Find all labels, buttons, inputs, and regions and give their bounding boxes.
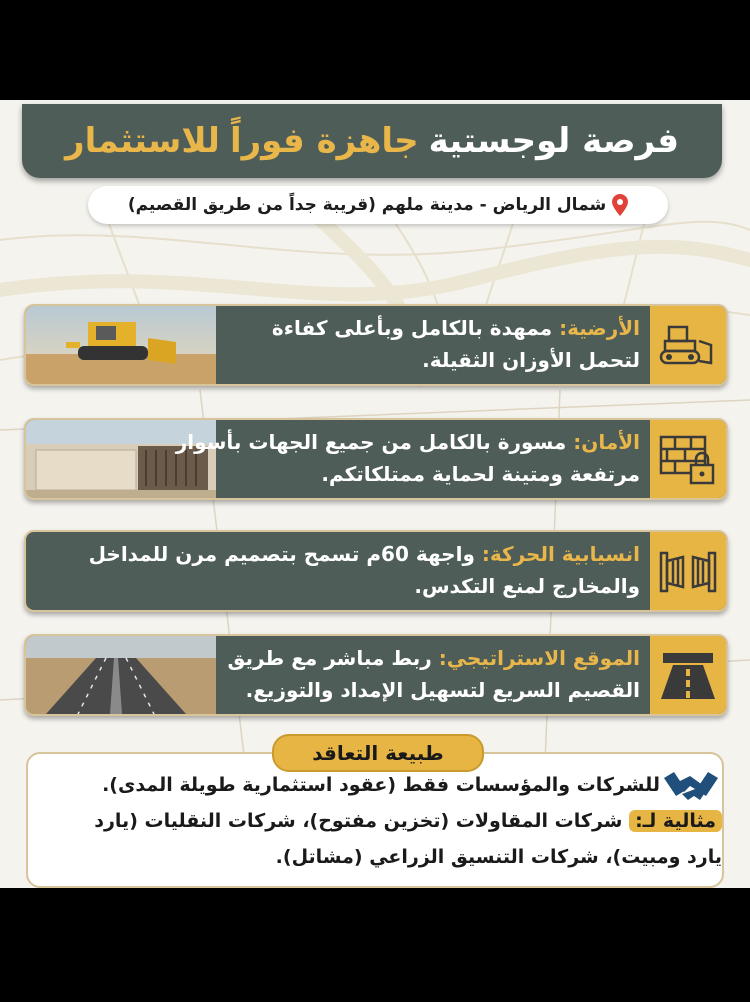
feature-traffic-label: انسيابية الحركة:: [481, 542, 640, 566]
feature-security-label: الأمان:: [573, 430, 640, 454]
feature-ground-label: الأرضية:: [559, 316, 640, 340]
feature-traffic-desc: واجهة 60م تسمح بتصميم مرن للمداخل والمخارج لمنع التكدس.: [88, 542, 640, 598]
contract-line1: للشركات والمؤسسات فقط (عقود استثمارية طويلة المدى).: [102, 774, 660, 796]
feature-traffic-text: [30, 538, 640, 604]
feature-ground-desc: ممهدة بالكامل وبأعلى كفاءة لتحمل الأوزان الثقيلة.: [271, 316, 640, 372]
bulldozer-icon: [650, 306, 726, 384]
feature-security-text: [140, 426, 640, 492]
feature-location-desc: ربط مباشر مع طريق القصيم السريع لتسهيل الإمداد والتوزيع.: [227, 646, 640, 702]
feature-location-text: [220, 642, 640, 708]
feature-ground: [24, 304, 728, 386]
highway-photo: [26, 636, 216, 714]
gate-icon: [650, 532, 726, 610]
feature-location-label: الموقع الاستراتيجي:: [438, 646, 640, 670]
wall-lock-icon: [650, 420, 726, 498]
location-pill: [88, 186, 668, 224]
feature-ground-text: [220, 312, 640, 378]
ideal-for-tag: مثالية لـ:: [629, 810, 722, 832]
poster: [0, 100, 750, 888]
bulldozer-photo: [26, 306, 216, 384]
location-pin-icon: [612, 194, 628, 216]
title-part2: جاهزة فوراً: [229, 121, 419, 161]
feature-security: [24, 418, 728, 500]
title-part1: فرصة لوجستية: [428, 121, 679, 161]
feature-security-desc: مسورة بالكامل من جميع الجهات بأسوار مرتفعة ومتينة لحماية ممتلكاتكم.: [175, 430, 640, 486]
handshake-icon: [664, 766, 718, 808]
contract-line2: [42, 810, 722, 832]
contract-line3: يارد ومبيت)، شركات التنسيق الزراعي (مشاتل).: [275, 846, 722, 868]
feature-location: [24, 634, 728, 716]
title-bar: [22, 104, 722, 178]
location-text: شمال الرياض - مدينة ملهم (قريبة جداً من طريق القصيم): [127, 195, 607, 215]
feature-traffic: [24, 530, 728, 612]
title-part3: للاستثمار: [65, 121, 220, 161]
contract-title: طبيعة التعاقد: [272, 734, 484, 772]
contract-line2-text: شركات المقاولات (تخزين مفتوح)، شركات النقليات (يارد: [94, 810, 623, 832]
highway-icon: [650, 636, 726, 714]
